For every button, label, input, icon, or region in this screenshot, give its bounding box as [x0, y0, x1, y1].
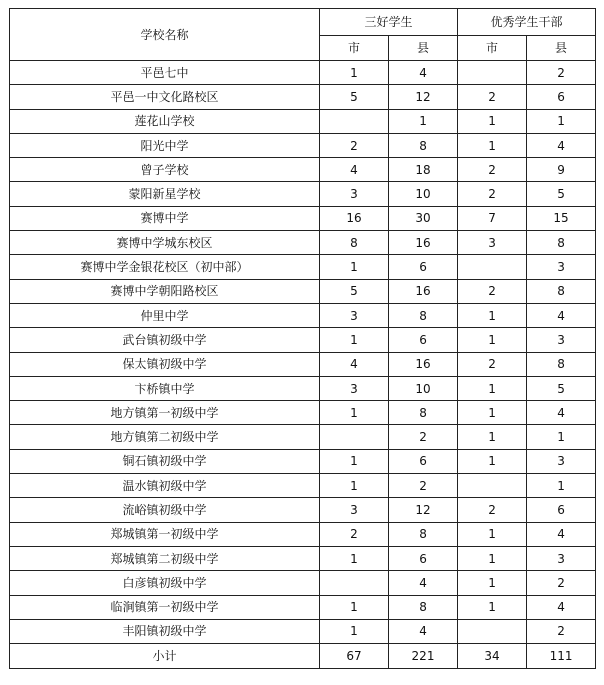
school-name-cell: 赛博中学金银花校区（初中部） — [10, 255, 320, 279]
leader-city-cell: 1 — [458, 546, 527, 570]
total-label: 小计 — [10, 644, 320, 669]
leader-city-cell: 2 — [458, 498, 527, 522]
header-group-student-leaders: 优秀学生干部 — [458, 9, 596, 36]
leader-county-cell: 2 — [527, 619, 596, 643]
table-row — [10, 619, 596, 643]
leader-county-cell: 3 — [527, 546, 596, 570]
merit-county-cell: 8 — [389, 133, 458, 157]
merit-city-cell: 16 — [320, 206, 389, 230]
school-name-cell: 平邑七中 — [10, 61, 320, 85]
merit-county-cell: 16 — [389, 352, 458, 376]
leader-county-cell: 4 — [527, 595, 596, 619]
leader-county-cell: 6 — [527, 85, 596, 109]
school-name-cell: 阳光中学 — [10, 133, 320, 157]
header-county-2: 县 — [527, 36, 596, 61]
school-name-cell: 赛博中学朝阳路校区 — [10, 279, 320, 303]
merit-county-cell: 4 — [389, 619, 458, 643]
header-city-2: 市 — [458, 36, 527, 61]
merit-city-cell: 5 — [320, 279, 389, 303]
leader-county-cell: 6 — [527, 498, 596, 522]
leader-county-cell: 8 — [527, 279, 596, 303]
leader-county-cell: 3 — [527, 255, 596, 279]
merit-city-cell: 1 — [320, 401, 389, 425]
merit-city-cell: 3 — [320, 303, 389, 327]
merit-county-cell: 6 — [389, 328, 458, 352]
merit-county-cell: 10 — [389, 376, 458, 400]
total-merit-city: 67 — [320, 644, 389, 669]
merit-county-cell: 16 — [389, 279, 458, 303]
merit-county-cell: 4 — [389, 61, 458, 85]
awards-table — [9, 8, 596, 669]
table-row — [10, 85, 596, 109]
merit-county-cell: 30 — [389, 206, 458, 230]
table-row — [10, 279, 596, 303]
header-school-name: 学校名称 — [10, 9, 320, 61]
leader-city-cell: 1 — [458, 571, 527, 595]
table-row — [10, 303, 596, 327]
leader-county-cell: 9 — [527, 158, 596, 182]
table-row — [10, 133, 596, 157]
table-row — [10, 449, 596, 473]
merit-city-cell: 3 — [320, 498, 389, 522]
leader-county-cell: 4 — [527, 522, 596, 546]
leader-county-cell: 3 — [527, 449, 596, 473]
merit-county-cell: 6 — [389, 255, 458, 279]
table-row — [10, 182, 596, 206]
merit-county-cell: 2 — [389, 425, 458, 449]
merit-city-cell — [320, 571, 389, 595]
school-name-cell: 赛博中学城东校区 — [10, 231, 320, 255]
merit-city-cell: 1 — [320, 449, 389, 473]
leader-county-cell: 4 — [527, 303, 596, 327]
leader-city-cell: 1 — [458, 133, 527, 157]
leader-city-cell: 2 — [458, 279, 527, 303]
table-row — [10, 571, 596, 595]
leader-city-cell: 2 — [458, 182, 527, 206]
merit-county-cell: 6 — [389, 546, 458, 570]
header-county-1: 县 — [389, 36, 458, 61]
merit-city-cell: 1 — [320, 474, 389, 498]
table-row — [10, 401, 596, 425]
merit-city-cell: 1 — [320, 546, 389, 570]
leader-city-cell: 1 — [458, 303, 527, 327]
leader-county-cell: 4 — [527, 401, 596, 425]
leader-county-cell: 1 — [527, 425, 596, 449]
merit-city-cell: 3 — [320, 182, 389, 206]
merit-county-cell: 6 — [389, 449, 458, 473]
merit-county-cell: 12 — [389, 498, 458, 522]
merit-county-cell: 1 — [389, 109, 458, 133]
merit-county-cell: 16 — [389, 231, 458, 255]
leader-city-cell: 1 — [458, 328, 527, 352]
leader-city-cell: 1 — [458, 376, 527, 400]
table-row — [10, 498, 596, 522]
table-row — [10, 376, 596, 400]
leader-city-cell: 2 — [458, 352, 527, 376]
merit-city-cell: 1 — [320, 328, 389, 352]
table-row — [10, 352, 596, 376]
merit-county-cell: 2 — [389, 474, 458, 498]
merit-city-cell — [320, 109, 389, 133]
merit-city-cell: 1 — [320, 595, 389, 619]
merit-city-cell: 3 — [320, 376, 389, 400]
leader-county-cell: 8 — [527, 231, 596, 255]
leader-county-cell: 4 — [527, 133, 596, 157]
merit-county-cell: 18 — [389, 158, 458, 182]
leader-county-cell: 5 — [527, 376, 596, 400]
leader-city-cell — [458, 61, 527, 85]
school-name-cell: 武台镇初级中学 — [10, 328, 320, 352]
merit-county-cell: 8 — [389, 401, 458, 425]
merit-county-cell: 8 — [389, 522, 458, 546]
table-row — [10, 522, 596, 546]
merit-city-cell: 5 — [320, 85, 389, 109]
school-name-cell: 曾子学校 — [10, 158, 320, 182]
header-city-1: 市 — [320, 36, 389, 61]
leader-city-cell: 1 — [458, 595, 527, 619]
table-row — [10, 231, 596, 255]
leader-city-cell: 2 — [458, 158, 527, 182]
merit-county-cell: 12 — [389, 85, 458, 109]
document — [9, 8, 596, 669]
school-name-cell: 赛博中学 — [10, 206, 320, 230]
school-name-cell: 丰阳镇初级中学 — [10, 619, 320, 643]
header-group-merit-students: 三好学生 — [320, 9, 458, 36]
total-leader-city: 34 — [458, 644, 527, 669]
leader-city-cell: 1 — [458, 449, 527, 473]
table-row — [10, 255, 596, 279]
merit-county-cell: 8 — [389, 595, 458, 619]
leader-county-cell: 2 — [527, 61, 596, 85]
leader-county-cell: 15 — [527, 206, 596, 230]
school-name-cell: 流峪镇初级中学 — [10, 498, 320, 522]
school-name-cell: 地方镇第一初级中学 — [10, 401, 320, 425]
leader-county-cell: 5 — [527, 182, 596, 206]
leader-county-cell: 8 — [527, 352, 596, 376]
school-name-cell: 保太镇初级中学 — [10, 352, 320, 376]
leader-city-cell — [458, 474, 527, 498]
table-row — [10, 474, 596, 498]
table-row — [10, 206, 596, 230]
table-row — [10, 61, 596, 85]
leader-city-cell — [458, 255, 527, 279]
merit-city-cell: 4 — [320, 158, 389, 182]
leader-city-cell: 2 — [458, 85, 527, 109]
leader-city-cell: 7 — [458, 206, 527, 230]
leader-city-cell: 1 — [458, 522, 527, 546]
school-name-cell: 卞桥镇中学 — [10, 376, 320, 400]
school-name-cell: 地方镇第二初级中学 — [10, 425, 320, 449]
total-row — [10, 644, 596, 669]
total-leader-county: 111 — [527, 644, 596, 669]
merit-city-cell: 4 — [320, 352, 389, 376]
school-name-cell: 平邑一中文化路校区 — [10, 85, 320, 109]
table-row — [10, 109, 596, 133]
school-name-cell: 郑城镇第二初级中学 — [10, 546, 320, 570]
leader-county-cell: 2 — [527, 571, 596, 595]
leader-city-cell: 3 — [458, 231, 527, 255]
merit-city-cell: 8 — [320, 231, 389, 255]
table-body — [10, 61, 596, 644]
merit-city-cell: 1 — [320, 619, 389, 643]
school-name-cell: 仲里中学 — [10, 303, 320, 327]
leader-city-cell: 1 — [458, 425, 527, 449]
leader-city-cell: 1 — [458, 401, 527, 425]
merit-city-cell: 1 — [320, 255, 389, 279]
leader-county-cell: 1 — [527, 474, 596, 498]
leader-city-cell — [458, 619, 527, 643]
school-name-cell: 白彦镇初级中学 — [10, 571, 320, 595]
merit-city-cell — [320, 425, 389, 449]
table-row — [10, 158, 596, 182]
leader-city-cell: 1 — [458, 109, 527, 133]
table-row — [10, 546, 596, 570]
merit-county-cell: 8 — [389, 303, 458, 327]
school-name-cell: 温水镇初级中学 — [10, 474, 320, 498]
merit-city-cell: 2 — [320, 133, 389, 157]
table-row — [10, 328, 596, 352]
school-name-cell: 莲花山学校 — [10, 109, 320, 133]
school-name-cell: 蒙阳新星学校 — [10, 182, 320, 206]
merit-city-cell: 1 — [320, 61, 389, 85]
school-name-cell: 郑城镇第一初级中学 — [10, 522, 320, 546]
school-name-cell: 铜石镇初级中学 — [10, 449, 320, 473]
merit-county-cell: 4 — [389, 571, 458, 595]
table-row — [10, 595, 596, 619]
leader-county-cell: 3 — [527, 328, 596, 352]
leader-county-cell: 1 — [527, 109, 596, 133]
merit-city-cell: 2 — [320, 522, 389, 546]
total-merit-county: 221 — [389, 644, 458, 669]
school-name-cell: 临涧镇第一初级中学 — [10, 595, 320, 619]
merit-county-cell: 10 — [389, 182, 458, 206]
table-row — [10, 425, 596, 449]
